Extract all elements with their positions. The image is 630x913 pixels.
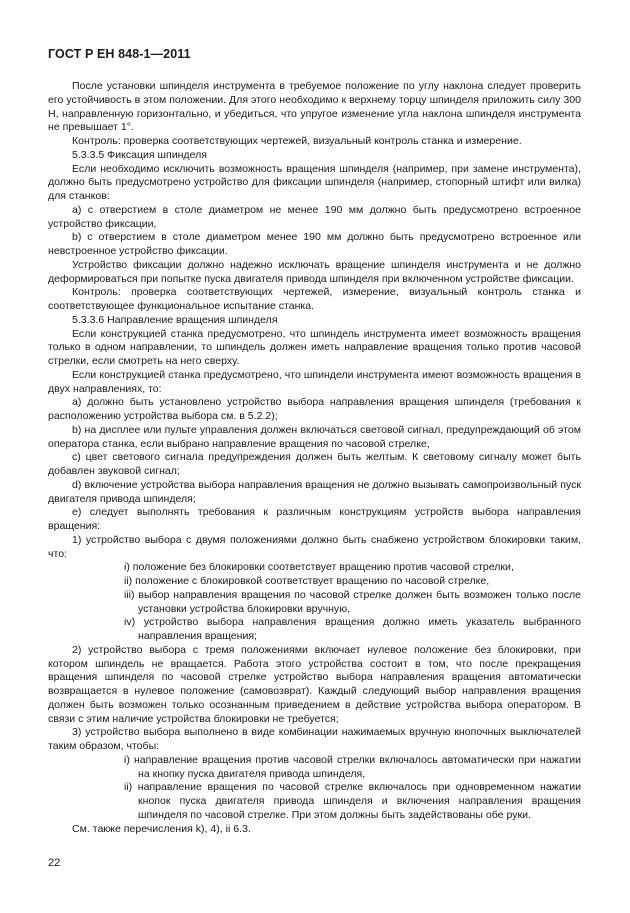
list-item: 1) устройство выбора с двумя положениями должно быть снабжено устройством блокировки таким, что:	[48, 533, 581, 560]
document-body	[48, 80, 581, 836]
list-item: 2) устройство выбора с тремя положениями включает нулевое положение без блокировки, при котором шпиндель не вращается. Работа этого устройства состоит в том, что после прекращения вращения шпинделя по часовой стрелке устройство выбора направления вращения автоматически возвращается в нулевое положение (самовозврат). Каждый следующий выбор направления вращения должен быть возможен только осознанным приведением в действие устройства выбора оператором. В связи с этим наличие устройства блокировки не требуется;	[48, 643, 581, 725]
list-item: b) на дисплее или пульте управления должен включаться световой сигнал, предупреждающий об этом оператора станка, если выбрано направление вращения по часовой стрелке,	[48, 423, 581, 450]
paragraph: Устройство фиксации должно надежно исключать вращение шпинделя инструмента и не должно деформироваться при попытке пуска двигателя привода шпинделя при включенном устройстве фиксации.	[48, 258, 581, 285]
sub-list-item: ii) направление вращения по часовой стрелке включалось при одновременном нажатии кнопок пуска двигателя привода шпинделя и включения направления вращения шпинделя по часовой стрелке. При этом должны быть задействованы обе руки.	[124, 781, 581, 821]
sub-list-item: iii) выбор направления вращения по часовой стрелке должен быть возможен только после установки устройства блокировки вручную,	[124, 588, 581, 615]
paragraph: Контроль: проверка соответствующих чертежей, визуальный контроль станка и измерение.	[72, 135, 522, 147]
sub-list-item: i) направление вращения против часовой стрелки включалось автоматически при нажатии на кнопку пуска двигателя привода шпинделя,	[124, 753, 581, 780]
document-header: ГОСТ Р ЕН 848-1—2011	[48, 47, 191, 61]
section-heading: 5.3.3.5 Фиксация шпинделя	[72, 148, 207, 161]
paragraph: Контроль: проверка соответствующих чертежей, измерение, визуальный контроль станка и соответствующее функциональное испытание станка.	[48, 286, 581, 312]
list-item: a) с отверстием в столе диаметром не менее 190 мм должно быть предусмотрено встроенное устройство фиксации,	[48, 203, 581, 230]
paragraph: Если конструкцией станка предусмотрено, что шпиндели инструмента имеют возможность вращения в двух направлениях, то:	[48, 368, 581, 395]
sub-list-item: iv) устройство выбора направления вращения должно иметь указатель выбранного направления вращения;	[124, 616, 581, 642]
list-item: c) цвет светового сигнала предупреждения должен быть желтым. К световому сигналу может быть добавлен звуковой сигнал;	[48, 451, 581, 477]
list-item: d) включение устройства выбора направления вращения не должно вызывать самопроизвольный пуск двигателя привода шпинделя;	[48, 478, 581, 505]
paragraph: Если конструкцией станка предусмотрено, что шпиндель инструмента имеет возможность вращения только в одном направлении, то шпиндель должен иметь направление вращения только против часовой стрелки, если смотреть на него сверху.	[48, 327, 581, 367]
paragraph: После установки шпинделя инструмента в требуемое положение по углу наклона следует проверить его устойчивость в этом положении. Для этого необходимо к верхнему торцу шпинделя приложить силу 300 Н, направленную горизонтально, и убедиться, что упругое изменение угла наклона шпинделя инструмента не превышает 1°.	[48, 80, 581, 134]
page-number: 22	[48, 857, 61, 869]
sub-list-item: i) положение без блокировки соответствует вращению против часовой стрелки,	[124, 561, 514, 574]
list-item: b) с отверстием в столе диаметром менее 190 мм должно быть предусмотрено встроенное или невстроенное устройство фиксации.	[48, 231, 581, 257]
paragraph: Если необходимо исключить возможность вращения шпинделя (например, при замене инструмента), должно быть предусмотрено устройство для фиксации шпинделя (например, стопорный штифт или вилка) для станков:	[48, 162, 581, 202]
list-item: 3) устройство выбора выполнено в виде комбинации нажимаемых вручную кнопочных выключателей таким образом, чтобы:	[48, 726, 581, 752]
list-item: a) должно быть установлено устройство выбора направления вращения шпинделя (требования к расположению устройства выбора см. в 5.2.2);	[48, 396, 581, 422]
list-item: e) следует выполнять требования к различным конструкциям устройств выбора направления вращения:	[48, 506, 581, 532]
paragraph: См. также перечисления k), 4), ii 6.3.	[72, 822, 251, 835]
section-heading: 5.3.3.6 Направление вращения шпинделя	[72, 313, 278, 326]
sub-list-item: ii) положение с блокировкой соответствует вращению по часовой стрелке,	[124, 575, 490, 587]
